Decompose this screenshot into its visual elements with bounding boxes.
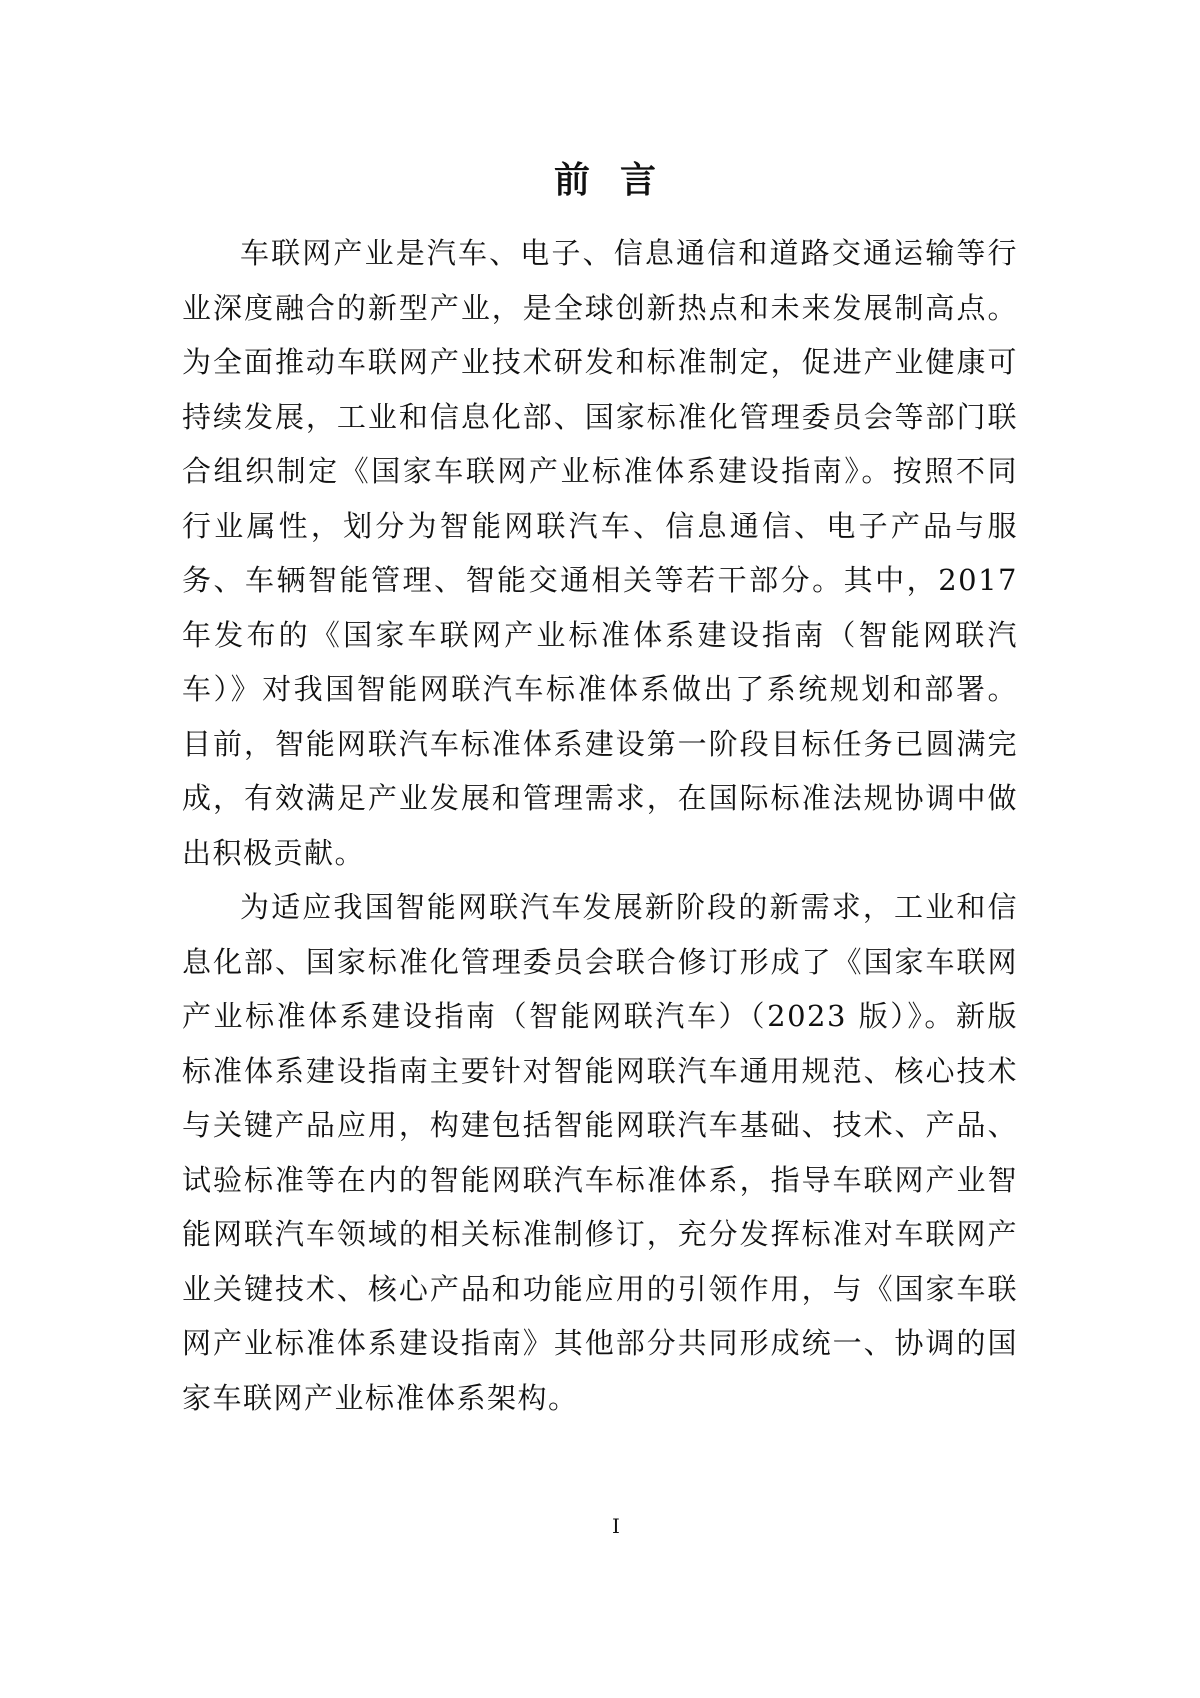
body-text bbox=[182, 226, 1018, 1425]
page-title: 前言 bbox=[553, 159, 686, 201]
paragraph-2: 为适应我国智能网联汽车发展新阶段的新需求，工业和信息化部、国家标准化管理委员会联合修订形成了《国家车联网产业标准体系建设指南（智能网联汽车）（2023 版）》。新版标准体系建设指南主要针对智能网联汽车通用规范、核心技术与关键产品应用，构建包括智能网联汽车基础、技术、产品、试验标准等在内的智能网联汽车标准体系，指导车联网产业智能网联汽车领域的相关标准制修订，充分发挥标准对车联网产业关键技术、核心产品和功能应用的引领作用，与《国家车联网产业标准体系建设指南》其他部分共同形成统一、协调的国家车联网产业标准体系架构。 bbox=[182, 890, 1018, 1415]
page-number: I bbox=[612, 1514, 620, 1538]
paragraph-1: 车联网产业是汽车、电子、信息通信和道路交通运输等行业深度融合的新型产业，是全球创新热点和未来发展制高点。为全面推动车联网产业技术研发和标准制定，促进产业健康可持续发展，工业和信息化部、国家标准化管理委员会等部门联合组织制定《国家车联网产业标准体系建设指南》。按照不同行业属性，划分为智能网联汽车、信息通信、电子产品与服务、车辆智能管理、智能交通相关等若干部分。其中，2017 年发布的《国家车联网产业标准体系建设指南（智能网联汽车）》对我国智能网联汽车标准体系做出了系统规划和部署。目前，智能网联汽车标准体系建设第一阶段目标任务已圆满完成，有效满足产业发展和管理需求，在国际标准法规协调中做出积极贡献。 bbox=[182, 236, 1018, 870]
